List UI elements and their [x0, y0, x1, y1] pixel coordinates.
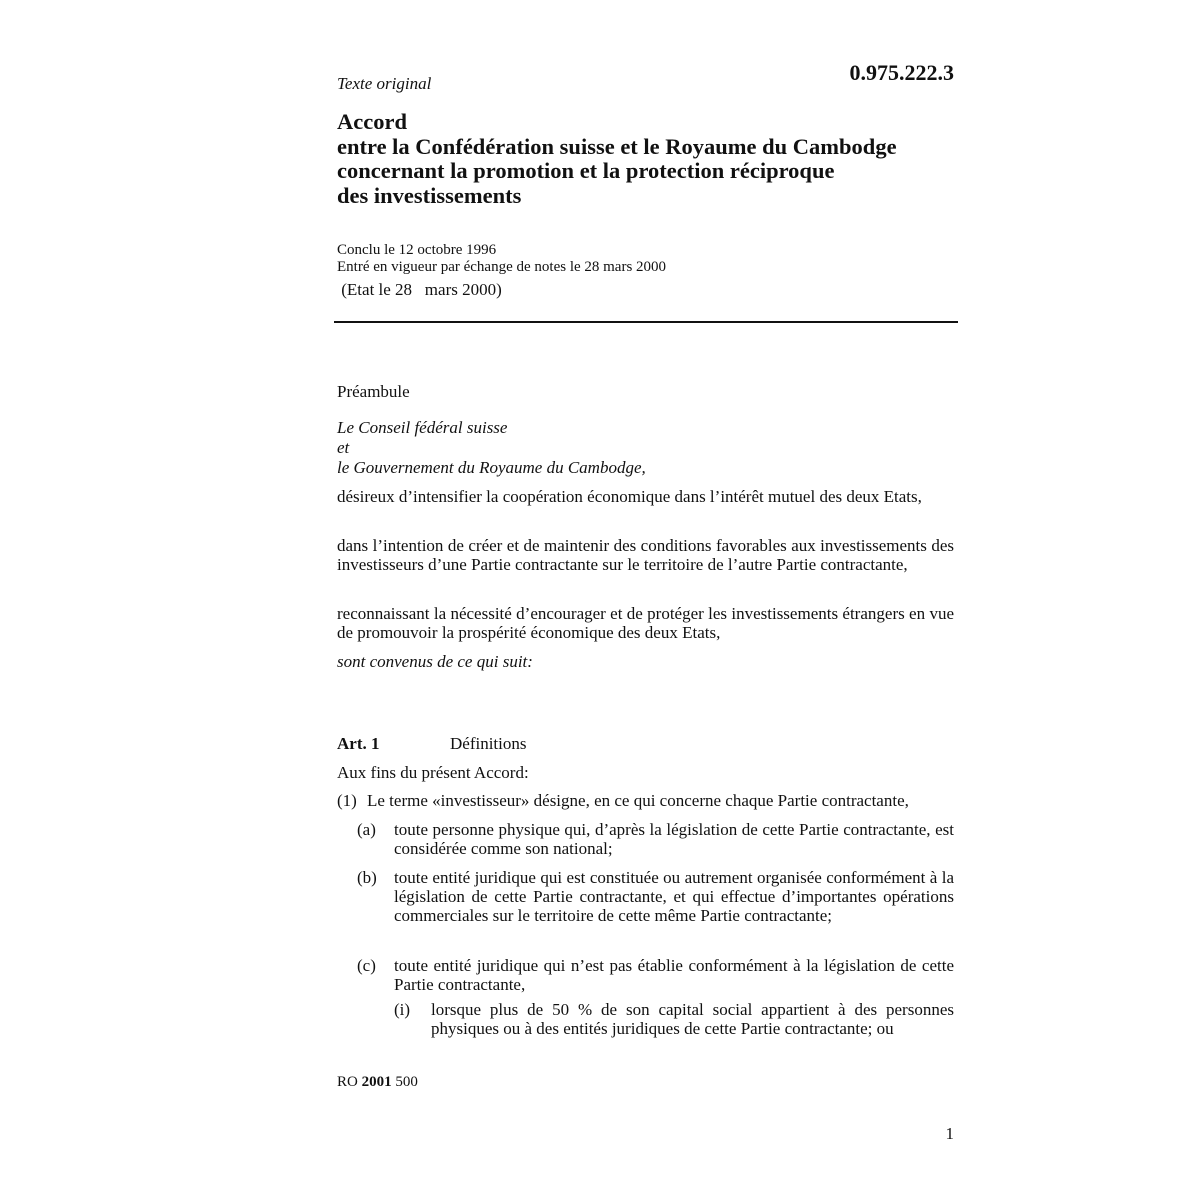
title-line: des investissements [337, 182, 522, 208]
party-line: et [337, 438, 350, 457]
article-title: Définitions [450, 734, 527, 753]
ro-page: 500 [395, 1074, 418, 1090]
document-meta [337, 242, 666, 298]
subsubitem-text: lorsque plus de 50 % de son capital social appartient à des personnes physiques ou à des entités juridiques de cette Partie contractante; ou [431, 1000, 954, 1038]
party-line: le Gouvernement du Royaume du Cambodge, [337, 458, 646, 477]
preamble-paragraph: dans l’intention de créer et de maintenir des conditions favorables aux investissements des investisseurs d’une Partie contractante sur le territoire de l’autre Partie contractante, [337, 536, 954, 574]
subitem-letter: (a) [357, 820, 376, 839]
definition-item [337, 791, 954, 810]
title-line: concernant la promotion et la protection réciproque [337, 158, 835, 183]
definition-subitem [357, 956, 954, 994]
subitem-text: toute entité juridique qui est constituée ou autrement organisée conformément à la législation de cette Partie contractante, et qui effectue d’importantes opérations commerciales sur le territoire de cette même Partie contractante; [394, 868, 954, 925]
definition-subsubitem [394, 1000, 954, 1038]
ro-prefix: RO [337, 1074, 358, 1090]
title-line: Accord [337, 109, 407, 134]
definition-subitem [357, 868, 954, 925]
article-intro: Aux fins du présent Accord: [337, 763, 529, 782]
item-number: (1) [337, 791, 357, 810]
in-force-date: Entré en vigueur par échange de notes le 28 mars 2000 [337, 259, 667, 275]
official-compilation-ref [337, 1074, 418, 1091]
original-text-label: Texte original [337, 74, 432, 93]
subsubitem-numeral: (i) [394, 1000, 411, 1019]
item-text: Le terme «investisseur» désigne, en ce qui concerne chaque Partie contractante, [367, 791, 909, 810]
sr-number: 0.975.222.3 [849, 60, 954, 85]
preamble-paragraph: reconnaissant la nécessité d’encourager et de protéger les investissements étrangers en vue de promouvoir la prospérité économique des deux Etats, [337, 604, 954, 642]
ro-year: 2001 [361, 1074, 392, 1090]
header-divider [334, 321, 958, 323]
definition-subitem [357, 820, 954, 858]
preamble-closing: sont convenus de ce qui suit: [337, 652, 533, 671]
page-number: 1 [945, 1124, 954, 1143]
concluded-date: Conclu le 12 octobre 1996 [337, 242, 497, 258]
subitem-text: toute personne physique qui, d’après la législation de cette Partie contractante, est considérée comme son national; [394, 820, 954, 858]
article-heading [337, 734, 527, 754]
preamble-heading: Préambule [337, 382, 410, 401]
subitem-letter: (b) [357, 868, 377, 887]
document-title [337, 110, 957, 208]
party-line: Le Conseil fédéral suisse [337, 418, 508, 437]
subitem-letter: (c) [357, 956, 376, 975]
title-line: entre la Confédération suisse et le Royaume du Cambodge [337, 133, 897, 159]
contracting-parties [337, 418, 954, 478]
state-date: (Etat le 28 mars 2000) [337, 280, 502, 299]
preamble-paragraph: désireux d’intensifier la coopération économique dans l’intérêt mutuel des deux Etats, [337, 487, 922, 506]
article-number: Art. 1 [337, 734, 380, 753]
subitem-text: toute entité juridique qui n’est pas établie conformément à la législation de cette Partie contractante, [394, 956, 954, 994]
